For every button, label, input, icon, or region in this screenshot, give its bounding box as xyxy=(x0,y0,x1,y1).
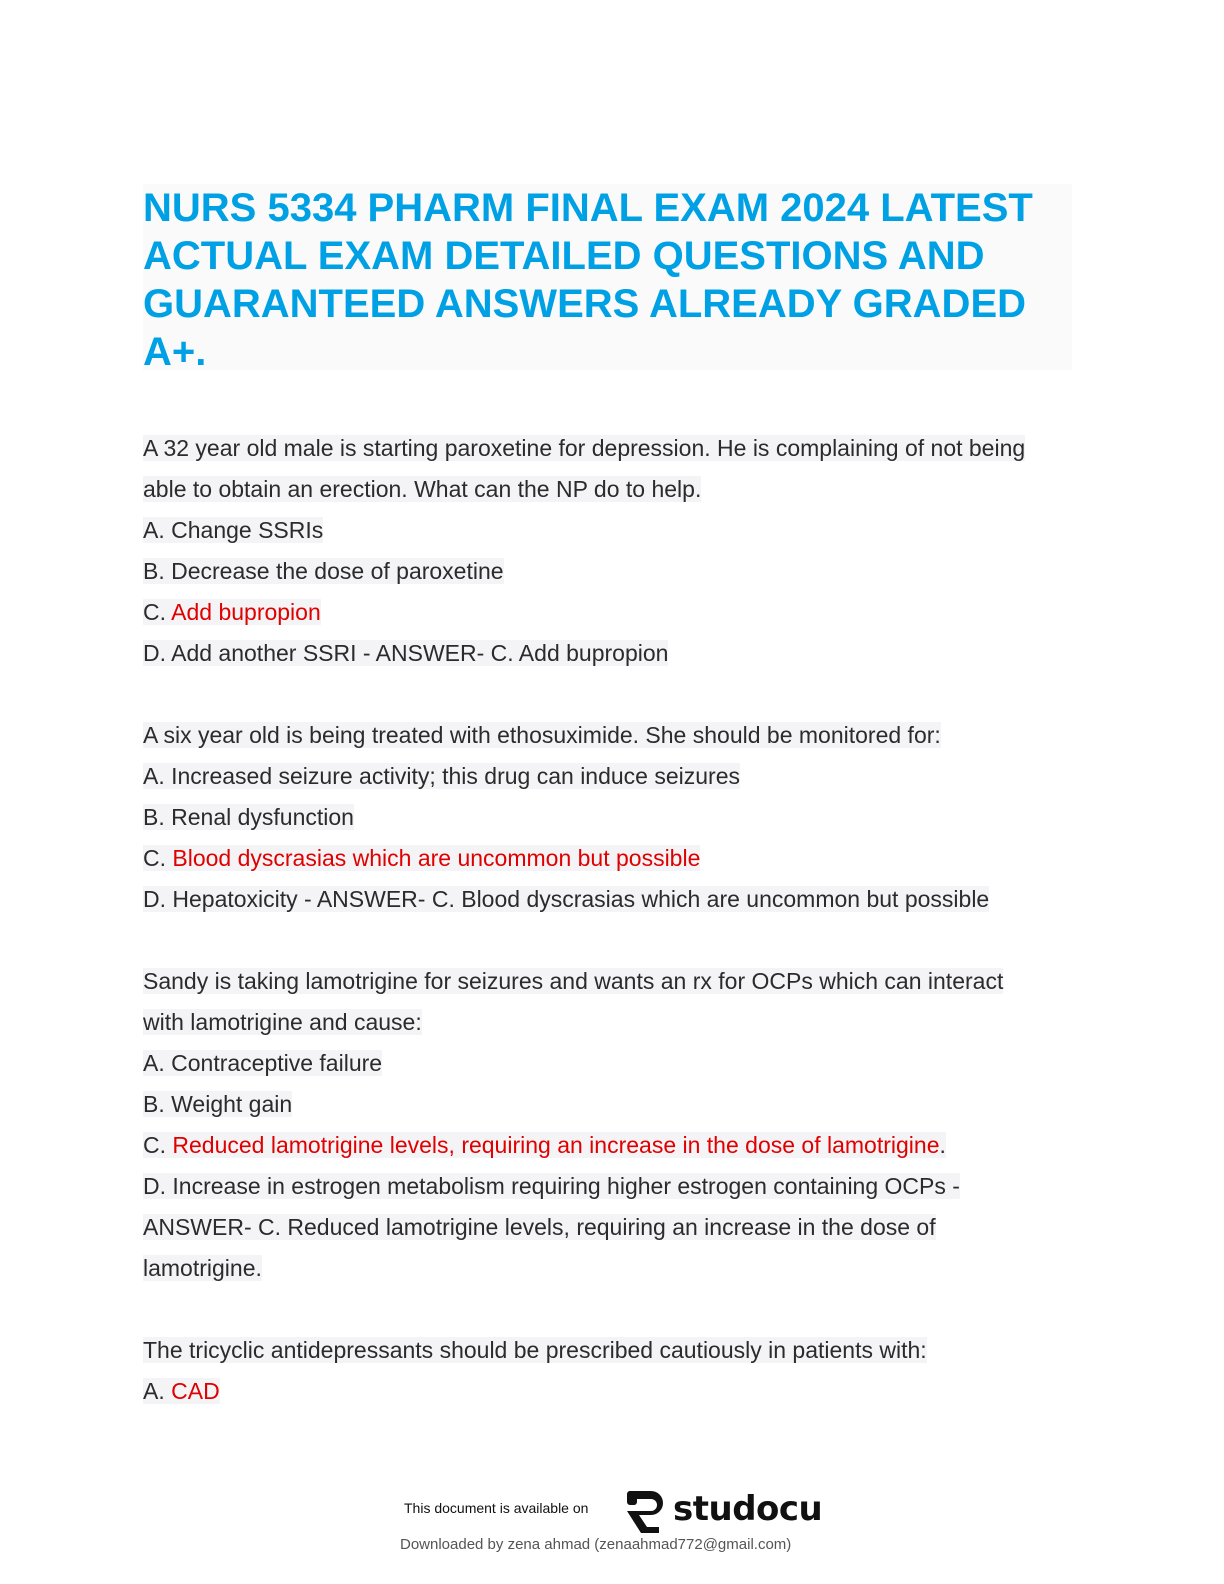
option-b: B. Renal dysfunction xyxy=(143,804,354,830)
studocu-logo[interactable] xyxy=(621,1484,822,1534)
option-d: D. Increase in estrogen metabolism requiring higher estrogen containing OCPs - xyxy=(143,1173,960,1199)
option-c xyxy=(143,599,321,625)
correct-answer: Blood dyscrasias which are uncommon but possible xyxy=(172,845,701,871)
question-1 xyxy=(143,428,1083,674)
option-prefix: C. xyxy=(143,845,173,871)
correct-answer: Reduced lamotrigine levels, requiring an increase in the dose of lamotrigine xyxy=(172,1132,940,1158)
page-title xyxy=(143,184,1072,374)
option-b: B. Decrease the dose of paroxetine xyxy=(143,558,504,584)
question-stem: A six year old is being treated with ethosuximide. She should be monitored for: xyxy=(143,722,941,748)
studocu-brand: studocu xyxy=(673,1489,823,1529)
downloaded-by: Downloaded by zena ahmad (zenaahmad772@gmail.com) xyxy=(400,1536,792,1553)
option-d: D. Add another SSRI - ANSWER- C. Add bupropion xyxy=(143,640,669,666)
option-a: A. Increased seizure activity; this drug can induce seizures xyxy=(143,763,741,789)
title-line: GUARANTEED ANSWERS ALREADY GRADED xyxy=(143,282,1027,326)
option-c xyxy=(143,1132,946,1158)
option-a xyxy=(143,1378,220,1404)
correct-answer: CAD xyxy=(171,1378,220,1404)
question-stem: The tricyclic antidepressants should be prescribed cautiously in patients with: xyxy=(143,1337,927,1363)
correct-answer: Add bupropion xyxy=(171,599,321,625)
option-a: A. Contraceptive failure xyxy=(143,1050,383,1076)
option-d: ANSWER- C. Reduced lamotrigine levels, requiring an increase in the dose of xyxy=(143,1214,936,1240)
option-suffix: . xyxy=(939,1132,946,1158)
question-stem: A 32 year old male is starting paroxetine for depression. He is complaining of not being xyxy=(143,435,1026,461)
question-stem: Sandy is taking lamotrigine for seizures and wants an rx for OCPs which can interact xyxy=(143,968,1004,994)
option-a: A. Change SSRIs xyxy=(143,517,324,543)
option-d: D. Hepatoxicity - ANSWER- C. Blood dyscrasias which are uncommon but possible xyxy=(143,886,990,912)
studocu-logo-icon xyxy=(621,1485,667,1533)
question-stem: able to obtain an erection. What can the NP do to help. xyxy=(143,476,702,502)
option-prefix: A. xyxy=(143,1378,172,1404)
question-3 xyxy=(143,961,1083,1289)
option-d: lamotrigine. xyxy=(143,1255,262,1281)
exam-content xyxy=(143,428,1083,1412)
option-b: B. Weight gain xyxy=(143,1091,293,1117)
title-line: ACTUAL EXAM DETAILED QUESTIONS AND xyxy=(143,234,985,278)
question-2 xyxy=(143,715,1083,920)
option-c xyxy=(143,845,700,871)
question-4 xyxy=(143,1330,1083,1412)
question-stem: with lamotrigine and cause: xyxy=(143,1009,422,1035)
available-on-text: This document is available on xyxy=(404,1500,589,1516)
option-prefix: C. xyxy=(143,599,172,625)
title-line: NURS 5334 PHARM FINAL EXAM 2024 LATEST xyxy=(143,186,1033,230)
option-prefix: C. xyxy=(143,1132,173,1158)
title-line: A+. xyxy=(143,330,207,374)
